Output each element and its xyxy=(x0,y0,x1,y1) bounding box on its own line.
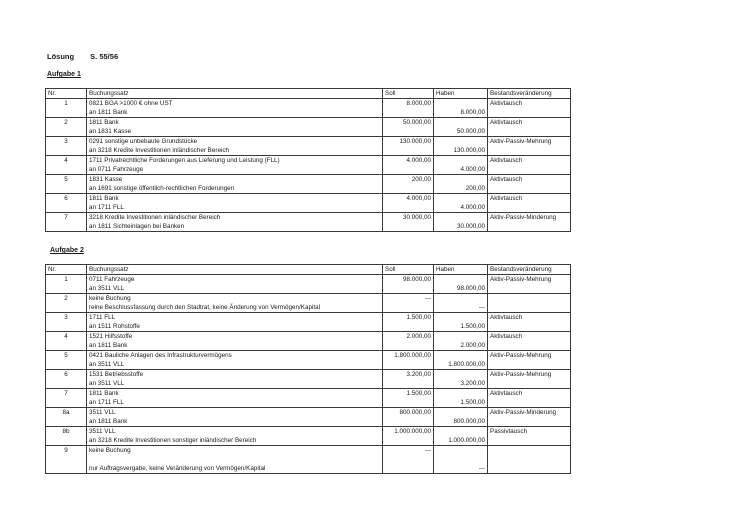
haben-account: an 1511 Rohstoffe xyxy=(89,323,140,330)
row-buchungssatz xyxy=(87,332,383,351)
bestand-value: Aktiv-Passiv-Mehrung xyxy=(490,276,552,283)
row-haben xyxy=(434,408,488,427)
booking-row xyxy=(46,275,571,294)
booking-row xyxy=(46,213,571,232)
row-haben xyxy=(434,213,488,232)
bestand-value: Aktivtausch xyxy=(490,119,523,126)
row-nr-value: 9 xyxy=(64,447,68,454)
col-header-haben: Haben xyxy=(434,265,488,275)
soll-amount: 2.000,00 xyxy=(406,333,431,340)
row-nr-value: 6 xyxy=(64,371,68,378)
booking-row xyxy=(46,446,571,474)
booking-row xyxy=(46,370,571,389)
bestand-value: Aktivtausch xyxy=(490,100,523,107)
row-haben xyxy=(434,446,488,474)
soll-amount: 4.000,00 xyxy=(406,157,431,164)
row-nr xyxy=(46,313,87,332)
aufgabe-1-table xyxy=(45,88,571,232)
row-nr-value: 2 xyxy=(64,295,68,302)
row-bestandsveraenderung xyxy=(488,294,571,313)
row-bestandsveraenderung xyxy=(488,408,571,427)
haben-amount: 3.200,00 xyxy=(460,380,485,387)
row-nr xyxy=(46,156,87,175)
row-haben xyxy=(434,99,488,118)
row-bestandsveraenderung xyxy=(488,275,571,294)
col-header-bestandsveraenderung: Bestandsveränderung xyxy=(488,265,571,275)
row-nr-value: 3 xyxy=(64,138,68,145)
haben-account: an 1691 sonstige öffentlich-rechtlichen Forderungen xyxy=(89,185,235,192)
row-bestandsveraenderung xyxy=(488,313,571,332)
row-bestandsveraenderung xyxy=(488,175,571,194)
bestand-value: Aktivtausch xyxy=(490,390,523,397)
row-buchungssatz xyxy=(87,389,383,408)
haben-amount: 1.500,00 xyxy=(460,399,485,406)
row-soll xyxy=(383,332,434,351)
col-header-nr: Nr. xyxy=(46,89,87,99)
row-nr-value: 8a xyxy=(62,409,70,416)
soll-amount: 50.000,00 xyxy=(402,119,431,126)
row-nr-value: 1 xyxy=(64,276,68,283)
row-haben xyxy=(434,370,488,389)
soll-account: 0421 Bauliche Anlagen des Infrastrukturvermögens xyxy=(89,352,232,359)
row-soll xyxy=(383,175,434,194)
booking-row xyxy=(46,427,571,446)
soll-amount: 30.000,00 xyxy=(402,214,431,221)
soll-account: 1831 Kasse xyxy=(89,176,123,183)
row-buchungssatz xyxy=(87,99,383,118)
haben-amount: 1.000.000,00 xyxy=(448,437,485,444)
row-bestandsveraenderung xyxy=(488,137,571,156)
haben-amount: --- xyxy=(478,465,485,472)
haben-account: an 1811 Sichteinlagen bei Banken xyxy=(89,223,185,230)
bestand-value xyxy=(490,294,568,303)
row-nr-value: 4 xyxy=(64,157,68,164)
haben-account: an 3511 VLL xyxy=(89,285,125,292)
booking-row xyxy=(46,389,571,408)
haben-amount: 130.000,00 xyxy=(453,147,485,154)
row-haben xyxy=(434,351,488,370)
row-haben xyxy=(434,137,488,156)
row-bestandsveraenderung xyxy=(488,118,571,137)
bestand-value: Aktiv-Passiv-Mehrung xyxy=(490,138,552,145)
row-haben xyxy=(434,275,488,294)
row-haben xyxy=(434,427,488,446)
col-header-bestandsveraenderung: Bestandsveränderung xyxy=(488,89,571,99)
aufgabe-1-title: Aufgabe 1 xyxy=(47,71,81,78)
row-nr xyxy=(46,351,87,370)
aufgabe-2-title: Aufgabe 2 xyxy=(50,247,84,254)
heading-page-ref: S. 55/56 xyxy=(90,52,119,61)
bestand-value: Passivtausch xyxy=(490,428,528,435)
row-nr-value: 5 xyxy=(64,176,68,183)
haben-account: an 1711 FLL xyxy=(89,399,124,406)
soll-account: 0821 BGA >1000 € ohne UST xyxy=(89,100,173,107)
col-header-soll: Soll xyxy=(383,265,434,275)
row-nr-value: 3 xyxy=(64,314,68,321)
soll-amount: --- xyxy=(424,447,431,454)
soll-account: 0711 Fahrzeuge xyxy=(89,276,135,283)
row-buchungssatz xyxy=(87,118,383,137)
row-haben xyxy=(434,389,488,408)
row-bestandsveraenderung xyxy=(488,370,571,389)
row-soll xyxy=(383,408,434,427)
soll-account: keine Buchung xyxy=(89,447,131,454)
row-soll xyxy=(383,370,434,389)
row-soll xyxy=(383,118,434,137)
row-nr xyxy=(46,118,87,137)
soll-account: 1811 Bank xyxy=(89,390,119,397)
soll-amount: --- xyxy=(424,295,431,302)
bestand-value: Aktiv-Passiv-Mehrung xyxy=(490,352,552,359)
row-nr-value: 2 xyxy=(64,119,68,126)
row-soll xyxy=(383,351,434,370)
row-nr xyxy=(46,370,87,389)
row-soll xyxy=(383,313,434,332)
row-soll xyxy=(383,213,434,232)
soll-account: 1711 Privatrechtliche Forderungen aus Lieferung und Leistung (FLL) xyxy=(89,157,280,164)
row-buchungssatz xyxy=(87,427,383,446)
soll-account: 0291 sonstige unbebaute Grundstücke xyxy=(89,138,198,145)
row-buchungssatz xyxy=(87,351,383,370)
table-header-row xyxy=(46,265,571,275)
soll-amount: 800.000,00 xyxy=(399,409,431,416)
soll-account: 1711 FLL xyxy=(89,314,116,321)
haben-amount: 4.000,00 xyxy=(460,166,485,173)
soll-amount: 98.000,00 xyxy=(402,276,431,283)
haben-amount: 2.000,00 xyxy=(460,342,485,349)
soll-amount: 1.000.000,00 xyxy=(394,428,431,435)
haben-account: an 1811 Bank xyxy=(89,109,128,116)
row-nr xyxy=(46,175,87,194)
haben-amount: --- xyxy=(478,304,485,311)
col-header-buchungssatz: Buchungssatz xyxy=(87,265,383,275)
table-header-row xyxy=(46,89,571,99)
row-nr xyxy=(46,294,87,313)
booking-row xyxy=(46,137,571,156)
row-haben xyxy=(434,156,488,175)
row-nr-value: 1 xyxy=(64,100,68,107)
soll-amount: 1.500,00 xyxy=(406,390,431,397)
soll-account: 1811 Bank xyxy=(89,119,119,126)
booking-row xyxy=(46,99,571,118)
row-buchungssatz xyxy=(87,175,383,194)
col-header-buchungssatz: Buchungssatz xyxy=(87,89,383,99)
bestand-value: Aktivtausch xyxy=(490,176,523,183)
row-soll xyxy=(383,194,434,213)
row-nr xyxy=(46,446,87,474)
row-nr xyxy=(46,275,87,294)
row-buchungssatz xyxy=(87,370,383,389)
row-soll xyxy=(383,275,434,294)
haben-amount: 4.000,00 xyxy=(460,204,485,211)
haben-account: an 1811 Bank xyxy=(89,418,128,425)
booking-row xyxy=(46,156,571,175)
row-nr xyxy=(46,213,87,232)
bestand-value xyxy=(490,446,568,455)
row-haben xyxy=(434,313,488,332)
soll-amount: 4.000,00 xyxy=(406,195,431,202)
haben-account: an 1711 FLL xyxy=(89,204,124,211)
row-nr-value: 4 xyxy=(64,333,68,340)
bestand-value: Aktivtausch xyxy=(490,314,523,321)
row-buchungssatz xyxy=(87,313,383,332)
row-nr-value: 6 xyxy=(64,195,68,202)
row-soll xyxy=(383,137,434,156)
haben-account: an 3511 VLL xyxy=(89,361,125,368)
row-soll xyxy=(383,99,434,118)
haben-amount: 98.000,00 xyxy=(456,285,485,292)
haben-amount: 30.000,00 xyxy=(456,223,485,230)
row-nr-value: 7 xyxy=(64,390,68,397)
col-header-soll: Soll xyxy=(383,89,434,99)
row-bestandsveraenderung xyxy=(488,389,571,408)
row-nr xyxy=(46,389,87,408)
row-nr xyxy=(46,427,87,446)
booking-row xyxy=(46,194,571,213)
booking-row xyxy=(46,351,571,370)
row-haben xyxy=(434,294,488,313)
bestand-value: Aktivtausch xyxy=(490,195,523,202)
haben-account: nur Auftragsvergabe, keine Veränderung von Vermögen/Kapital xyxy=(89,465,266,472)
row-bestandsveraenderung xyxy=(488,156,571,175)
booking-row xyxy=(46,332,571,351)
row-buchungssatz xyxy=(87,408,383,427)
row-bestandsveraenderung xyxy=(488,99,571,118)
haben-amount: 1.500,00 xyxy=(460,323,485,330)
row-nr xyxy=(46,137,87,156)
col-header-nr: Nr. xyxy=(46,265,87,275)
bestand-value: Aktivtausch xyxy=(490,333,523,340)
row-buchungssatz xyxy=(87,194,383,213)
row-buchungssatz xyxy=(87,137,383,156)
row-bestandsveraenderung xyxy=(488,332,571,351)
booking-row xyxy=(46,313,571,332)
haben-amount: 1.800.000,00 xyxy=(448,361,485,368)
row-haben xyxy=(434,118,488,137)
row-nr-value: 8b xyxy=(62,428,70,435)
soll-amount: 3.200,00 xyxy=(406,371,431,378)
page-heading xyxy=(47,52,118,61)
soll-account: 1521 Hilfsstoffe xyxy=(89,333,133,340)
row-haben xyxy=(434,332,488,351)
haben-amount: 800.000,00 xyxy=(453,418,485,425)
booking-row xyxy=(46,175,571,194)
soll-account: 3218 Kredite Investitionen inländischer Bereich xyxy=(89,214,221,221)
row-nr xyxy=(46,194,87,213)
row-buchungssatz xyxy=(87,156,383,175)
row-bestandsveraenderung xyxy=(488,213,571,232)
haben-account: an 1811 Bank xyxy=(89,342,128,349)
row-buchungssatz xyxy=(87,213,383,232)
haben-account: an 1831 Kasse xyxy=(89,128,132,135)
row-haben xyxy=(434,194,488,213)
row-bestandsveraenderung xyxy=(488,446,571,474)
soll-amount: 1.800.000,00 xyxy=(394,352,431,359)
booking-row xyxy=(46,408,571,427)
bestand-value: Aktiv-Passiv-Minderung xyxy=(490,409,557,416)
soll-amount: 8.000,00 xyxy=(406,100,431,107)
haben-account: an 3511 VLL xyxy=(89,380,125,387)
haben-amount: 50.000,00 xyxy=(456,128,485,135)
bestand-value: Aktiv-Passiv-Mehrung xyxy=(490,371,552,378)
row-bestandsveraenderung xyxy=(488,427,571,446)
heading-title: Lösung xyxy=(47,52,75,61)
haben-account: an 3218 Kredite Investitionen sonstiger inländischer Bereich xyxy=(89,437,257,444)
soll-account: 3511 VLL xyxy=(89,409,116,416)
row-soll xyxy=(383,446,434,474)
row-soll xyxy=(383,294,434,313)
row-nr xyxy=(46,99,87,118)
haben-account: an 3218 Kredite Investitionen inländischer Bereich xyxy=(89,147,230,154)
soll-amount: 1.500,00 xyxy=(406,314,431,321)
soll-account: 1811 Bank xyxy=(89,195,119,202)
haben-account: an 0711 Fahrzeuge xyxy=(89,166,144,173)
row-nr xyxy=(46,332,87,351)
booking-row xyxy=(46,294,571,313)
row-buchungssatz xyxy=(87,294,383,313)
row-soll xyxy=(383,389,434,408)
row-soll xyxy=(383,427,434,446)
aufgabe-2-table xyxy=(45,264,571,474)
row-bestandsveraenderung xyxy=(488,194,571,213)
soll-account: 3511 VLL xyxy=(89,428,116,435)
haben-account: reine Beschlussfassung durch den Stadtrat, keine Änderung von Vermögen/Kapital xyxy=(89,304,321,311)
soll-account: keine Buchung xyxy=(89,295,131,302)
bestand-value: Aktiv-Passiv-Minderung xyxy=(490,214,557,221)
haben-amount: 200,00 xyxy=(465,185,485,192)
row-haben xyxy=(434,175,488,194)
soll-amount: 130.000,00 xyxy=(399,138,431,145)
row-nr-value: 7 xyxy=(64,214,68,221)
booking-row xyxy=(46,118,571,137)
soll-account: 1531 Betriebsstoffe xyxy=(89,371,144,378)
row-soll xyxy=(383,156,434,175)
row-nr xyxy=(46,408,87,427)
col-header-haben: Haben xyxy=(434,89,488,99)
soll-amount: 200,00 xyxy=(411,176,431,183)
row-nr-value: 5 xyxy=(64,352,68,359)
row-buchungssatz xyxy=(87,446,383,474)
haben-amount: 8.000,00 xyxy=(460,109,485,116)
bestand-value: Aktivtausch xyxy=(490,157,523,164)
row-bestandsveraenderung xyxy=(488,351,571,370)
row-buchungssatz xyxy=(87,275,383,294)
